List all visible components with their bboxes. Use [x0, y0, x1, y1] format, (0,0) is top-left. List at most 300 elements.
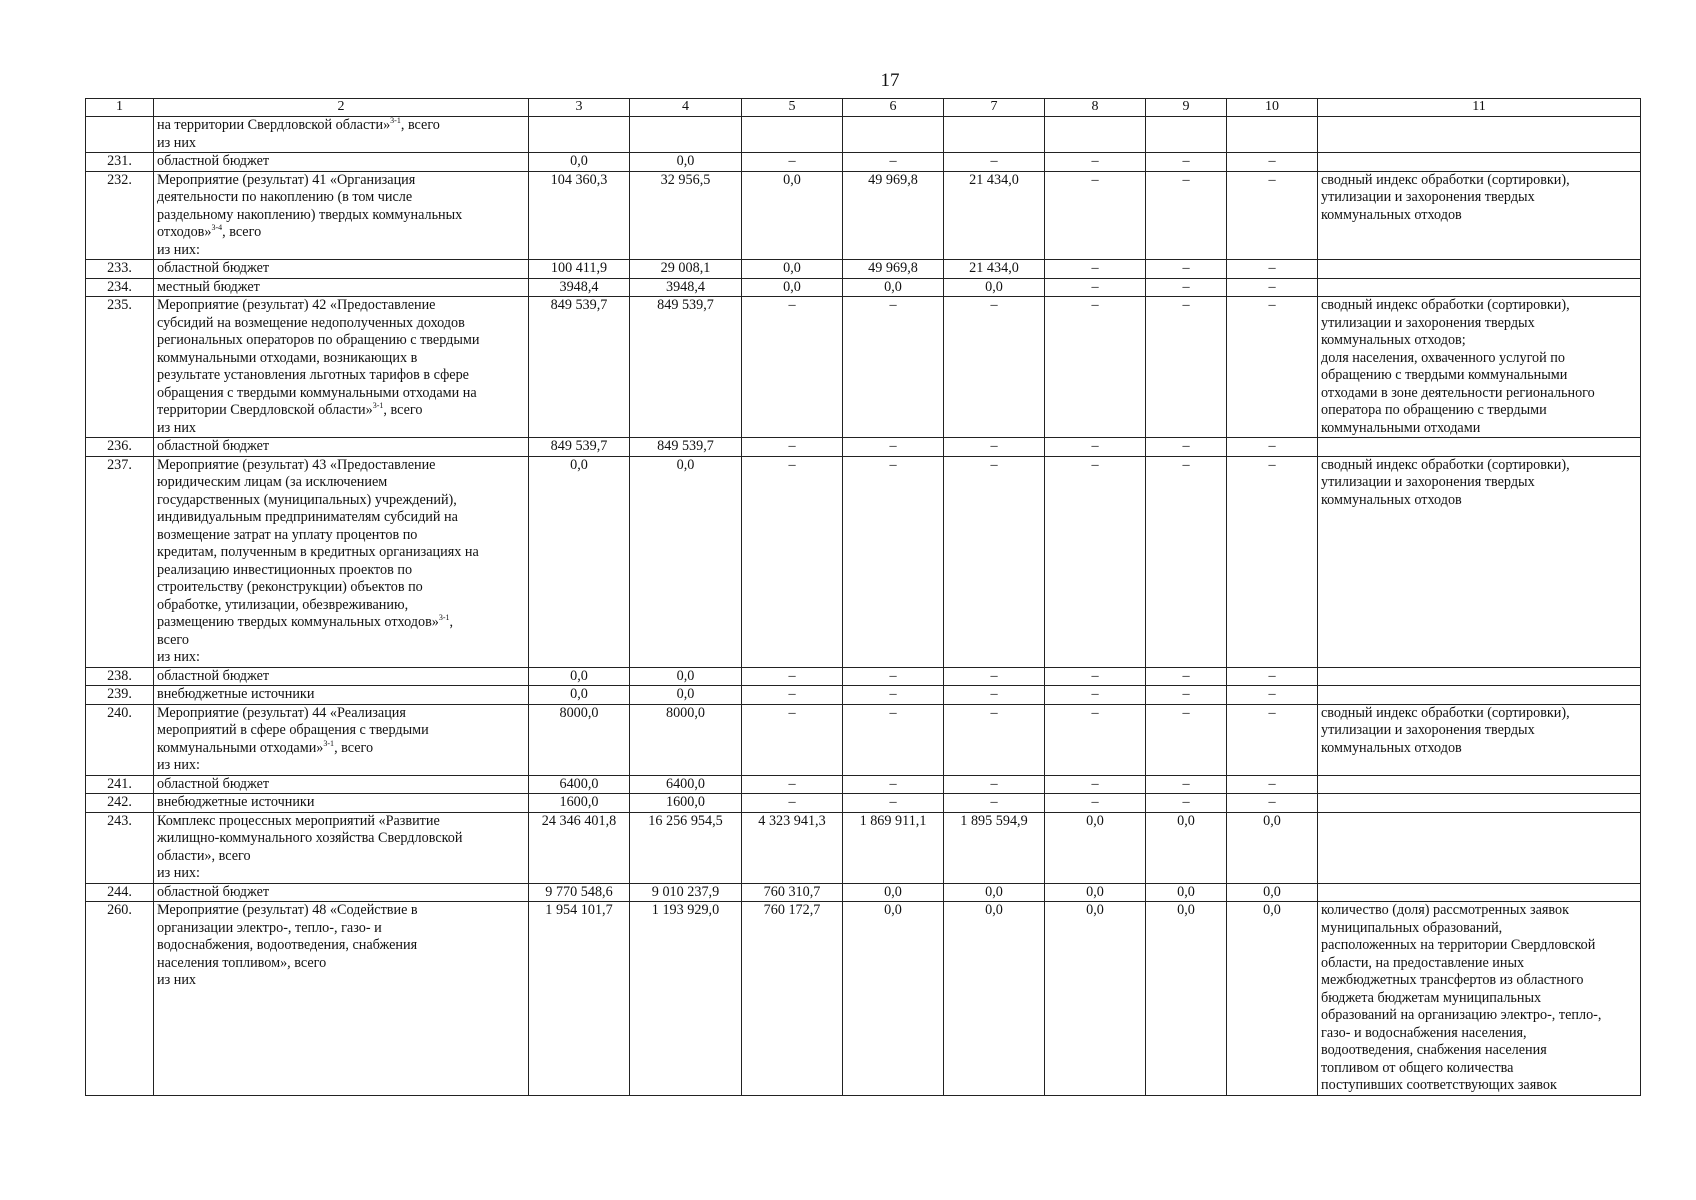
description-text: областной бюджет: [157, 153, 270, 169]
value-cell-c8: –: [1045, 260, 1146, 279]
row-number: 238.: [86, 667, 154, 686]
row-number: 240.: [86, 704, 154, 775]
description-line: [157, 776, 525, 794]
column-header-2: 2: [154, 99, 529, 117]
value-cell-c8: –: [1045, 278, 1146, 297]
description-line: [157, 972, 525, 990]
table-row: [86, 260, 1641, 279]
value-cell-c6: –: [843, 438, 944, 457]
footnote-mark: 3-1: [323, 738, 335, 748]
table-row: [86, 278, 1641, 297]
description-text: Мероприятие (результат) 48 «Содействие в: [157, 902, 418, 918]
value-cell-c9: –: [1146, 775, 1227, 794]
description-line: [157, 438, 525, 456]
indicator-cell: [1318, 117, 1641, 153]
row-number: 243.: [86, 812, 154, 883]
value-cell-c10: [1227, 117, 1318, 153]
description-text: ,: [449, 614, 454, 630]
description-text: организации электро-, тепло-, газо- и: [157, 919, 382, 936]
value-cell-c10: –: [1227, 686, 1318, 705]
row-number: 235.: [86, 297, 154, 438]
footnote-mark: 3-1: [390, 116, 401, 125]
description-text: областной бюджет: [157, 883, 270, 900]
indicator-line: утилизации и захоронения твердых: [1321, 189, 1535, 205]
value-cell-c4: 1 193 929,0: [630, 902, 742, 1096]
indicator-cell: [1318, 667, 1641, 686]
description-text: коммунальными отходами»: [157, 739, 324, 756]
value-cell-c3: 849 539,7: [529, 297, 630, 438]
value-cell-c7: –: [944, 775, 1045, 794]
indicator-line: сводный индекс обработки (сортировки),: [1321, 704, 1570, 721]
description-text: Мероприятие (результат) 42 «Предоставление: [157, 297, 436, 313]
row-description: [154, 667, 529, 686]
indicator-line: оператора по обращению с твердыми: [1321, 402, 1547, 418]
row-description: [154, 794, 529, 813]
description-text: населения топливом», всего: [157, 954, 327, 971]
value-cell-c4: 0,0: [630, 686, 742, 705]
description-line: [157, 937, 525, 955]
value-cell-c4: 9 010 237,9: [630, 883, 742, 902]
description-text: раздельному накоплению) твердых коммунальных: [157, 206, 463, 223]
value-cell-c5: [742, 117, 843, 153]
indicator-line: количество (доля) рассмотренных заявок: [1321, 902, 1570, 918]
row-description: [154, 171, 529, 260]
indicator-line: коммунальных отходов: [1321, 491, 1462, 508]
column-header-6: 6: [843, 99, 944, 117]
description-line: [157, 242, 525, 260]
value-cell-c6: –: [843, 456, 944, 667]
description-line: [157, 955, 525, 973]
value-cell-c6: 0,0: [843, 902, 944, 1096]
value-cell-c10: –: [1227, 278, 1318, 297]
row-number: 260.: [86, 902, 154, 1096]
description-line: [157, 297, 525, 315]
indicator-line: утилизации и захоронения твердых: [1321, 314, 1535, 331]
column-header-10: 10: [1227, 99, 1318, 117]
value-cell-c8: –: [1045, 686, 1146, 705]
indicator-line: коммунальных отходов: [1321, 206, 1462, 223]
description-line: [157, 579, 525, 597]
indicator-line: коммунальных отходов: [1321, 739, 1462, 756]
description-text: государственных (муниципальных) учреждений),: [157, 491, 457, 508]
indicator-line: утилизации и захоронения твердых: [1321, 474, 1535, 490]
value-cell-c4: 3948,4: [630, 278, 742, 297]
description-text: , всего: [222, 224, 262, 240]
description-text: из них: [157, 972, 197, 988]
value-cell-c7: –: [944, 438, 1045, 457]
value-cell-c9: –: [1146, 456, 1227, 667]
description-line: [157, 315, 525, 333]
value-cell-c9: –: [1146, 278, 1227, 297]
value-cell-c4: [630, 117, 742, 153]
table-row: [86, 456, 1641, 667]
description-line: [157, 848, 525, 866]
value-cell-c7: 21 434,0: [944, 260, 1045, 279]
value-cell-c7: 0,0: [944, 883, 1045, 902]
description-text: всего: [157, 631, 189, 648]
indicator-line: сводный индекс обработки (сортировки),: [1321, 297, 1570, 313]
description-line: [157, 457, 525, 475]
row-description: [154, 260, 529, 279]
footnote-mark: 3-4: [211, 223, 223, 232]
table-row: [86, 775, 1641, 794]
value-cell-c7: 0,0: [944, 902, 1045, 1096]
description-line: [157, 474, 525, 492]
value-cell-c6: 0,0: [843, 278, 944, 297]
indicator-line: доля населения, охваченного услугой по: [1321, 349, 1565, 366]
indicator-cell: [1318, 812, 1641, 883]
table-row: [86, 438, 1641, 457]
description-line: [157, 884, 525, 902]
description-text: строительству (реконструкции) объектов по: [157, 579, 423, 595]
table-row: [86, 812, 1641, 883]
indicator-cell: [1318, 438, 1641, 457]
value-cell-c8: –: [1045, 438, 1146, 457]
indicator-line: муниципальных образований,: [1321, 919, 1503, 936]
indicator-line: сводный индекс обработки (сортировки),: [1321, 171, 1570, 188]
indicator-cell: [1318, 775, 1641, 794]
value-cell-c4: 0,0: [630, 456, 742, 667]
indicator-line: сводный индекс обработки (сортировки),: [1321, 456, 1570, 473]
value-cell-c5: –: [742, 297, 843, 438]
value-cell-c7: –: [944, 667, 1045, 686]
description-text: региональных операторов по обращению с твердыми: [157, 332, 480, 348]
value-cell-c5: –: [742, 686, 843, 705]
description-text: , всего: [400, 117, 440, 133]
value-cell-c6: 1 869 911,1: [843, 812, 944, 883]
description-line: [157, 224, 525, 242]
value-cell-c6: 49 969,8: [843, 260, 944, 279]
description-line: [157, 865, 525, 883]
value-cell-c9: –: [1146, 438, 1227, 457]
description-line: [157, 172, 525, 190]
indicator-line: коммунальных отходов;: [1321, 332, 1466, 348]
value-cell-c10: –: [1227, 171, 1318, 260]
description-line: [157, 189, 525, 207]
value-cell-c5: –: [742, 775, 843, 794]
indicator-line: коммунальными отходами: [1321, 419, 1481, 436]
description-line: [157, 402, 525, 420]
value-cell-c7: [944, 117, 1045, 153]
row-number: 234.: [86, 278, 154, 297]
value-cell-c3: 3948,4: [529, 278, 630, 297]
value-cell-c5: 4 323 941,3: [742, 812, 843, 883]
value-cell-c10: –: [1227, 775, 1318, 794]
indicator-cell: [1318, 902, 1641, 1096]
indicator-line: межбюджетных трансфертов из областного: [1321, 972, 1584, 988]
value-cell-c9: –: [1146, 297, 1227, 438]
description-line: [157, 135, 525, 153]
table-row: [86, 153, 1641, 172]
row-number: 244.: [86, 883, 154, 902]
value-cell-c6: –: [843, 686, 944, 705]
description-line: [157, 492, 525, 510]
column-header-9: 9: [1146, 99, 1227, 117]
description-text: внебюджетные источники: [157, 794, 315, 810]
indicator-cell: [1318, 171, 1641, 260]
value-cell-c3: 0,0: [529, 456, 630, 667]
row-description: [154, 278, 529, 297]
table-row: [86, 902, 1641, 1096]
row-number: 237.: [86, 456, 154, 667]
value-cell-c3: 1600,0: [529, 794, 630, 813]
value-cell-c7: 0,0: [944, 278, 1045, 297]
row-number: 233.: [86, 260, 154, 279]
value-cell-c6: –: [843, 794, 944, 813]
column-header-5: 5: [742, 99, 843, 117]
description-line: [157, 757, 525, 775]
value-cell-c10: –: [1227, 667, 1318, 686]
value-cell-c4: 0,0: [630, 153, 742, 172]
description-text: индивидуальным предпринимателям субсидий на: [157, 509, 458, 525]
value-cell-c8: 0,0: [1045, 812, 1146, 883]
description-line: [157, 597, 525, 615]
description-text: обращения с твердыми коммунальными отходами на: [157, 384, 477, 401]
value-cell-c3: 0,0: [529, 153, 630, 172]
description-line: [157, 830, 525, 848]
table-row: [86, 883, 1641, 902]
value-cell-c10: –: [1227, 260, 1318, 279]
row-description: [154, 883, 529, 902]
value-cell-c10: –: [1227, 794, 1318, 813]
value-cell-c6: 49 969,8: [843, 171, 944, 260]
value-cell-c3: 849 539,7: [529, 438, 630, 457]
description-line: [157, 920, 525, 938]
description-line: [157, 614, 525, 632]
value-cell-c10: –: [1227, 438, 1318, 457]
value-cell-c7: –: [944, 456, 1045, 667]
description-text: территории Свердловской области»: [157, 402, 373, 418]
indicator-cell: [1318, 297, 1641, 438]
value-cell-c3: 0,0: [529, 667, 630, 686]
indicator-line: водоотведения, снабжения населения: [1321, 1042, 1547, 1058]
indicator-cell: [1318, 456, 1641, 667]
value-cell-c9: –: [1146, 171, 1227, 260]
value-cell-c5: 0,0: [742, 260, 843, 279]
row-description: [154, 117, 529, 153]
description-text: результате установления льготных тарифов в сфере: [157, 367, 469, 383]
row-description: [154, 775, 529, 794]
value-cell-c6: [843, 117, 944, 153]
value-cell-c4: 16 256 954,5: [630, 812, 742, 883]
description-text: деятельности по накоплению (в том числе: [157, 189, 413, 205]
value-cell-c3: 1 954 101,7: [529, 902, 630, 1096]
value-cell-c9: –: [1146, 794, 1227, 813]
description-line: [157, 279, 525, 297]
description-text: , всего: [334, 739, 374, 756]
row-number: 242.: [86, 794, 154, 813]
budget-table: [85, 98, 1641, 1096]
column-header-1: 1: [86, 99, 154, 117]
row-description: [154, 812, 529, 883]
description-text: отходов»: [157, 224, 212, 240]
indicator-cell: [1318, 686, 1641, 705]
description-text: областной бюджет: [157, 667, 270, 684]
description-line: [157, 332, 525, 350]
value-cell-c10: –: [1227, 456, 1318, 667]
value-cell-c6: –: [843, 667, 944, 686]
row-number: 236.: [86, 438, 154, 457]
description-text: внебюджетные источники: [157, 686, 315, 702]
row-number: 232.: [86, 171, 154, 260]
description-text: местный бюджет: [157, 278, 260, 295]
indicator-cell: [1318, 794, 1641, 813]
value-cell-c7: –: [944, 153, 1045, 172]
value-cell-c8: –: [1045, 704, 1146, 775]
value-cell-c8: [1045, 117, 1146, 153]
value-cell-c9: 0,0: [1146, 902, 1227, 1096]
value-cell-c8: –: [1045, 297, 1146, 438]
value-cell-c6: 0,0: [843, 883, 944, 902]
description-line: [157, 794, 525, 812]
value-cell-c7: 1 895 594,9: [944, 812, 1045, 883]
description-line: [157, 740, 525, 758]
column-header-4: 4: [630, 99, 742, 117]
value-cell-c10: –: [1227, 704, 1318, 775]
page-number: 17: [880, 70, 900, 91]
description-line: [157, 420, 525, 438]
value-cell-c3: [529, 117, 630, 153]
indicator-cell: [1318, 153, 1641, 172]
table-row: [86, 686, 1641, 705]
value-cell-c5: –: [742, 153, 843, 172]
value-cell-c7: 21 434,0: [944, 171, 1045, 260]
indicator-cell: [1318, 260, 1641, 279]
description-line: [157, 544, 525, 562]
indicator-line: обращению с твердыми коммунальными: [1321, 367, 1568, 383]
value-cell-c3: 6400,0: [529, 775, 630, 794]
indicator-cell: [1318, 278, 1641, 297]
description-text: водоснабжения, водоотведения, снабжения: [157, 937, 418, 953]
description-line: [157, 385, 525, 403]
value-cell-c9: 0,0: [1146, 883, 1227, 902]
description-line: [157, 632, 525, 650]
description-line: [157, 668, 525, 686]
value-cell-c7: –: [944, 686, 1045, 705]
value-cell-c5: –: [742, 456, 843, 667]
value-cell-c9: 0,0: [1146, 812, 1227, 883]
description-text: областной бюджет: [157, 438, 270, 454]
value-cell-c9: [1146, 117, 1227, 153]
value-cell-c9: –: [1146, 686, 1227, 705]
indicator-line: топливом от общего количества: [1321, 1059, 1514, 1076]
value-cell-c10: –: [1227, 297, 1318, 438]
table-row: [86, 667, 1641, 686]
description-line: [157, 207, 525, 225]
description-text: мероприятий в сфере обращения с твердыми: [157, 722, 429, 738]
row-description: [154, 153, 529, 172]
description-line: [157, 649, 525, 667]
header-row: [86, 99, 1641, 117]
value-cell-c4: 8000,0: [630, 704, 742, 775]
description-text: жилищно-коммунального хозяйства Свердловской: [157, 830, 463, 846]
description-line: [157, 153, 525, 171]
row-description: [154, 456, 529, 667]
indicator-line: газо- и водоснабжения населения,: [1321, 1024, 1527, 1041]
description-text: , всего: [383, 402, 423, 418]
indicator-line: области, на предоставление иных: [1321, 954, 1525, 971]
value-cell-c3: 0,0: [529, 686, 630, 705]
footnote-mark: 3-1: [438, 613, 450, 622]
value-cell-c9: –: [1146, 260, 1227, 279]
description-text: из них:: [157, 757, 200, 773]
description-text: областной бюджет: [157, 260, 270, 276]
description-text: областной бюджет: [157, 775, 270, 792]
value-cell-c5: –: [742, 704, 843, 775]
description-text: из них:: [157, 865, 200, 881]
description-text: возмещение затрат на уплату процентов по: [157, 526, 418, 543]
value-cell-c4: 1600,0: [630, 794, 742, 813]
value-cell-c4: 849 539,7: [630, 438, 742, 457]
description-line: [157, 722, 525, 740]
description-text: из них: [157, 419, 197, 436]
value-cell-c9: –: [1146, 667, 1227, 686]
description-text: из них: [157, 134, 197, 151]
description-line: [157, 260, 525, 278]
value-cell-c5: 760 310,7: [742, 883, 843, 902]
value-cell-c9: –: [1146, 153, 1227, 172]
row-number: 241.: [86, 775, 154, 794]
value-cell-c3: 9 770 548,6: [529, 883, 630, 902]
table-row: [86, 704, 1641, 775]
description-line: [157, 902, 525, 920]
value-cell-c8: –: [1045, 775, 1146, 794]
description-text: юридическим лицам (за исключением: [157, 474, 388, 490]
value-cell-c5: 0,0: [742, 278, 843, 297]
indicator-line: расположенных на территории Свердловской: [1321, 937, 1596, 953]
value-cell-c10: 0,0: [1227, 902, 1318, 1096]
indicator-cell: [1318, 704, 1641, 775]
value-cell-c10: 0,0: [1227, 812, 1318, 883]
column-header-7: 7: [944, 99, 1045, 117]
indicator-line: бюджета бюджетам муниципальных: [1321, 989, 1542, 1006]
footnote-mark: 3-1: [372, 401, 384, 410]
value-cell-c8: 0,0: [1045, 883, 1146, 902]
row-description: [154, 902, 529, 1096]
indicator-line: утилизации и захоронения твердых: [1321, 722, 1535, 738]
value-cell-c4: 0,0: [630, 667, 742, 686]
table-row: [86, 297, 1641, 438]
description-text: обработке, утилизации, обезвреживанию,: [157, 596, 409, 613]
description-text: субсидий на возмещение недополученных доходов: [157, 314, 465, 331]
column-header-11: 11: [1318, 99, 1641, 117]
description-line: [157, 562, 525, 580]
row-description: [154, 686, 529, 705]
description-text: Мероприятие (результат) 44 «Реализация: [157, 704, 406, 721]
table-row: [86, 171, 1641, 260]
description-line: [157, 527, 525, 545]
value-cell-c8: –: [1045, 456, 1146, 667]
value-cell-c5: 760 172,7: [742, 902, 843, 1096]
value-cell-c4: 849 539,7: [630, 297, 742, 438]
description-text: из них:: [157, 649, 200, 665]
value-cell-c5: –: [742, 438, 843, 457]
value-cell-c7: –: [944, 704, 1045, 775]
value-cell-c6: –: [843, 297, 944, 438]
indicator-cell: [1318, 883, 1641, 902]
description-text: кредитам, полученным в кредитных организациях на: [157, 544, 479, 560]
description-text: из них:: [157, 241, 200, 258]
value-cell-c3: 104 360,3: [529, 171, 630, 260]
indicator-line: отходами в зоне деятельности регионального: [1321, 384, 1595, 401]
value-cell-c4: 32 956,5: [630, 171, 742, 260]
value-cell-c10: –: [1227, 153, 1318, 172]
description-text: Мероприятие (результат) 41 «Организация: [157, 171, 416, 188]
table-row: [86, 117, 1641, 153]
description-text: области», всего: [157, 847, 251, 864]
description-line: [157, 509, 525, 527]
description-line: [157, 686, 525, 704]
